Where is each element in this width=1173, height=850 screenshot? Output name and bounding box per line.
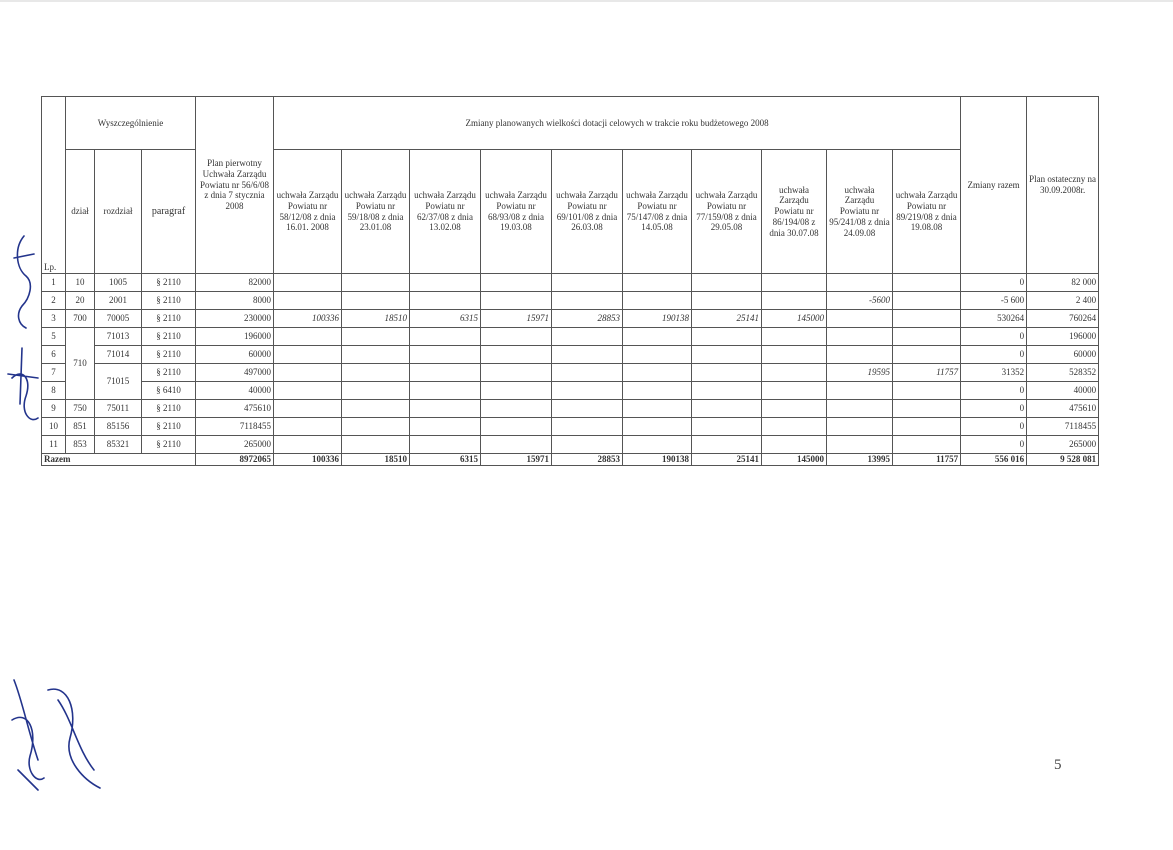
- row-zmiana: [893, 292, 961, 310]
- row-lp: 9: [42, 400, 66, 418]
- total-zmiana: 18510: [342, 454, 410, 466]
- table-row: [42, 364, 1099, 382]
- row-dzial: 851: [66, 418, 95, 436]
- row-zmiana: 18510: [342, 310, 410, 328]
- row-zmiana: [827, 436, 893, 454]
- row-zmiana: [342, 364, 410, 382]
- row-lp: 11: [42, 436, 66, 454]
- header-paragraf: paragraf: [142, 150, 196, 274]
- row-zmiana: [623, 346, 692, 364]
- row-zmiana: 25141: [692, 310, 762, 328]
- total-zmiana: 6315: [410, 454, 481, 466]
- row-zmiana: [762, 418, 827, 436]
- row-zmiana: 11757: [893, 364, 961, 382]
- row-lp: 1: [42, 274, 66, 292]
- row-zmiana: [274, 400, 342, 418]
- row-zmiana: [827, 382, 893, 400]
- row-zmiana: [893, 346, 961, 364]
- row-zmiana: [342, 328, 410, 346]
- row-rozdzial: 1005: [95, 274, 142, 292]
- total-ostateczny: 9 528 081: [1027, 454, 1099, 466]
- row-zmiana: [274, 418, 342, 436]
- row-zmiana: [692, 346, 762, 364]
- row-razem: 0: [961, 328, 1027, 346]
- header-uchwala: uchwała Zarządu Powiatu nr 68/93/08 z dnia 19.03.08: [481, 150, 552, 274]
- row-razem: 0: [961, 274, 1027, 292]
- row-zmiana: [481, 400, 552, 418]
- row-zmiana: 100336: [274, 310, 342, 328]
- row-plan: 475610: [196, 400, 274, 418]
- table-body: [42, 274, 1099, 454]
- row-rozdzial: 71015: [95, 364, 142, 400]
- row-ostateczny: 40000: [1027, 382, 1099, 400]
- row-zmiana: 15971: [481, 310, 552, 328]
- header-uchwala: uchwała Zarządu Powiatu nr 58/12/08 z dnia 16.01. 2008: [274, 150, 342, 274]
- row-zmiana: [342, 436, 410, 454]
- row-zmiana: 6315: [410, 310, 481, 328]
- row-zmiana: [410, 364, 481, 382]
- row-zmiana: [623, 400, 692, 418]
- row-zmiana: [342, 418, 410, 436]
- row-zmiana: [410, 328, 481, 346]
- row-zmiana: [274, 328, 342, 346]
- row-zmiana: [762, 346, 827, 364]
- row-zmiana: [893, 382, 961, 400]
- row-plan: 196000: [196, 328, 274, 346]
- page-number: 5: [1054, 757, 1062, 773]
- total-plan: 8972065: [196, 454, 274, 466]
- row-razem: 0: [961, 346, 1027, 364]
- signature-margin-bottom: [8, 660, 108, 800]
- row-zmiana: [623, 418, 692, 436]
- row-zmiana: [552, 292, 623, 310]
- row-plan: 497000: [196, 364, 274, 382]
- row-zmiana: [410, 346, 481, 364]
- row-zmiana: [692, 292, 762, 310]
- row-zmiana: [552, 328, 623, 346]
- row-razem: 0: [961, 382, 1027, 400]
- header-uchwala: uchwała Zarządu Powiatu nr 89/219/08 z dnia 19.08.08: [893, 150, 961, 274]
- row-zmiana: [827, 310, 893, 328]
- row-zmiana: [481, 274, 552, 292]
- total-zmiana: 25141: [692, 454, 762, 466]
- row-paragraf: § 2110: [142, 310, 196, 328]
- row-plan: 40000: [196, 382, 274, 400]
- row-zmiana: [692, 382, 762, 400]
- header-uchwala: uchwała Zarządu Powiatu nr 77/159/08 z dnia 29.05.08: [692, 150, 762, 274]
- row-zmiana: [481, 382, 552, 400]
- row-zmiana: [410, 274, 481, 292]
- row-ostateczny: 7118455: [1027, 418, 1099, 436]
- row-paragraf: § 6410: [142, 382, 196, 400]
- row-zmiana: [481, 292, 552, 310]
- row-zmiana: [893, 310, 961, 328]
- row-lp: 7: [42, 364, 66, 382]
- total-zmiana: 100336: [274, 454, 342, 466]
- row-zmiana: [623, 274, 692, 292]
- header-uchwala: uchwała Zarządu Powiatu nr 75/147/08 z dnia 14.05.08: [623, 150, 692, 274]
- row-zmiana: [342, 382, 410, 400]
- row-zmiana: [410, 400, 481, 418]
- row-zmiana: [342, 292, 410, 310]
- header-uchwala: uchwała Zarządu Powiatu nr 62/37/08 z dnia 13.02.08: [410, 150, 481, 274]
- row-lp: 5: [42, 328, 66, 346]
- total-label: Razem: [42, 454, 196, 466]
- row-razem: 0: [961, 418, 1027, 436]
- row-zmiana: [893, 274, 961, 292]
- row-zmiana: [274, 382, 342, 400]
- row-zmiana: 19595: [827, 364, 893, 382]
- total-zmiana: 11757: [893, 454, 961, 466]
- table-row: [42, 274, 1099, 292]
- row-zmiana: [342, 274, 410, 292]
- row-lp: 10: [42, 418, 66, 436]
- row-paragraf: § 2110: [142, 364, 196, 382]
- row-zmiana: [410, 382, 481, 400]
- signature-margin-top: [4, 228, 44, 448]
- row-ostateczny: 265000: [1027, 436, 1099, 454]
- row-zmiana: [762, 400, 827, 418]
- row-zmiana: [692, 364, 762, 382]
- table-row: [42, 328, 1099, 346]
- row-lp: 3: [42, 310, 66, 328]
- row-dzial: 750: [66, 400, 95, 418]
- row-plan: 7118455: [196, 418, 274, 436]
- header-plan-pierwotny: Plan pierwotny Uchwała Zarządu Powiatu nr 56/6/08 z dnia 7 stycznia 2008: [196, 97, 274, 274]
- header-rozdzial: rozdział: [95, 150, 142, 274]
- row-zmiana: [623, 436, 692, 454]
- header-plan-ostateczny: Plan ostateczny na 30.09.2008r.: [1027, 97, 1099, 274]
- row-rozdzial: 2001: [95, 292, 142, 310]
- row-rozdzial: 85156: [95, 418, 142, 436]
- total-zmiana: 190138: [623, 454, 692, 466]
- row-ostateczny: 528352: [1027, 364, 1099, 382]
- row-rozdzial: 71013: [95, 328, 142, 346]
- scan-top-edge: [0, 0, 1173, 2]
- row-zmiana: [274, 292, 342, 310]
- total-zmiana: 13995: [827, 454, 893, 466]
- row-zmiana: [623, 364, 692, 382]
- row-plan: 60000: [196, 346, 274, 364]
- row-zmiana: [762, 274, 827, 292]
- row-dzial: 10: [66, 274, 95, 292]
- header-dzial: dział: [66, 150, 95, 274]
- row-plan: 8000: [196, 292, 274, 310]
- row-zmiana: [410, 292, 481, 310]
- row-dzial: 853: [66, 436, 95, 454]
- row-zmiana: [762, 328, 827, 346]
- row-zmiana: [827, 346, 893, 364]
- row-zmiana: [893, 328, 961, 346]
- table-row: [42, 400, 1099, 418]
- row-lp: 6: [42, 346, 66, 364]
- row-zmiana: [552, 400, 623, 418]
- row-zmiana: [827, 418, 893, 436]
- header-uchwala: uchwała Zarządu Powiatu nr 86/194/08 z dnia 30.07.08: [762, 150, 827, 274]
- row-zmiana: 28853: [552, 310, 623, 328]
- row-rozdzial: 85321: [95, 436, 142, 454]
- row-paragraf: § 2110: [142, 400, 196, 418]
- table-row: [42, 310, 1099, 328]
- header-uchwala: uchwała Zarządu Powiatu nr 59/18/08 z dnia 23.01.08: [342, 150, 410, 274]
- header-row-top: [42, 97, 1099, 150]
- header-zmiany-title: Zmiany planowanych wielkości dotacji celowych w trakcie roku budżetowego 2008: [274, 97, 961, 150]
- row-zmiana: [692, 436, 762, 454]
- row-zmiana: [552, 436, 623, 454]
- table-row: [42, 436, 1099, 454]
- table-row: [42, 346, 1099, 364]
- row-zmiana: [827, 274, 893, 292]
- total-zmiana: 15971: [481, 454, 552, 466]
- row-zmiana: [692, 400, 762, 418]
- row-zmiana: [552, 346, 623, 364]
- row-dzial: 710: [66, 328, 95, 400]
- row-dzial: 20: [66, 292, 95, 310]
- row-zmiana: [274, 274, 342, 292]
- row-paragraf: § 2110: [142, 346, 196, 364]
- row-zmiana: [481, 346, 552, 364]
- row-zmiana: [552, 418, 623, 436]
- header-uchwala: uchwała Zarządu Powiatu nr 69/101/08 z dnia 26.03.08: [552, 150, 623, 274]
- row-ostateczny: 82 000: [1027, 274, 1099, 292]
- total-zmiana: 145000: [762, 454, 827, 466]
- row-razem: 530264: [961, 310, 1027, 328]
- row-zmiana: [552, 364, 623, 382]
- row-rozdzial: 75011: [95, 400, 142, 418]
- row-zmiana: [274, 436, 342, 454]
- row-zmiana: [552, 382, 623, 400]
- row-zmiana: [893, 436, 961, 454]
- row-lp: 8: [42, 382, 66, 400]
- row-zmiana: [481, 418, 552, 436]
- row-zmiana: [274, 346, 342, 364]
- row-zmiana: [552, 274, 623, 292]
- row-ostateczny: 475610: [1027, 400, 1099, 418]
- header-wyszczegolnienie: Wyszczególnienie: [66, 97, 196, 150]
- row-paragraf: § 2110: [142, 418, 196, 436]
- total-zmiana: 28853: [552, 454, 623, 466]
- header-zmiany-razem: Zmiany razem: [961, 97, 1027, 274]
- header-uchwala: uchwała Zarządu Powiatu nr 95/241/08 z dnia 24.09.08: [827, 150, 893, 274]
- row-plan: 265000: [196, 436, 274, 454]
- row-paragraf: § 2110: [142, 274, 196, 292]
- row-ostateczny: 760264: [1027, 310, 1099, 328]
- row-ostateczny: 2 400: [1027, 292, 1099, 310]
- row-lp: 2: [42, 292, 66, 310]
- row-zmiana: [410, 436, 481, 454]
- row-zmiana: [762, 364, 827, 382]
- header-lp: Lp.: [42, 97, 66, 274]
- row-razem: 0: [961, 436, 1027, 454]
- table-row: [42, 382, 1099, 400]
- row-zmiana: [692, 328, 762, 346]
- row-zmiana: [692, 418, 762, 436]
- row-plan: 230000: [196, 310, 274, 328]
- row-zmiana: [692, 274, 762, 292]
- row-zmiana: [623, 328, 692, 346]
- row-zmiana: [827, 400, 893, 418]
- row-zmiana: 145000: [762, 310, 827, 328]
- row-dzial: 700: [66, 310, 95, 328]
- row-razem: -5 600: [961, 292, 1027, 310]
- row-zmiana: [481, 436, 552, 454]
- total-razem: 556 016: [961, 454, 1027, 466]
- table-row: [42, 292, 1099, 310]
- budget-table: [41, 96, 1099, 466]
- row-zmiana: [342, 346, 410, 364]
- row-paragraf: § 2110: [142, 436, 196, 454]
- row-rozdzial: 71014: [95, 346, 142, 364]
- row-razem: 31352: [961, 364, 1027, 382]
- table-row: [42, 418, 1099, 436]
- row-zmiana: [893, 418, 961, 436]
- row-zmiana: [762, 436, 827, 454]
- row-ostateczny: 196000: [1027, 328, 1099, 346]
- row-zmiana: [342, 400, 410, 418]
- row-zmiana: [410, 418, 481, 436]
- row-zmiana: [827, 328, 893, 346]
- total-row: [42, 454, 1099, 466]
- row-zmiana: [481, 364, 552, 382]
- row-plan: 82000: [196, 274, 274, 292]
- row-paragraf: § 2110: [142, 328, 196, 346]
- row-razem: 0: [961, 400, 1027, 418]
- row-zmiana: [623, 292, 692, 310]
- row-rozdzial: 70005: [95, 310, 142, 328]
- row-zmiana: [893, 400, 961, 418]
- row-zmiana: [274, 364, 342, 382]
- row-zmiana: [762, 292, 827, 310]
- row-zmiana: [481, 328, 552, 346]
- row-zmiana: -5600: [827, 292, 893, 310]
- row-zmiana: [623, 382, 692, 400]
- row-ostateczny: 60000: [1027, 346, 1099, 364]
- row-zmiana: 190138: [623, 310, 692, 328]
- row-paragraf: § 2110: [142, 292, 196, 310]
- row-zmiana: [762, 382, 827, 400]
